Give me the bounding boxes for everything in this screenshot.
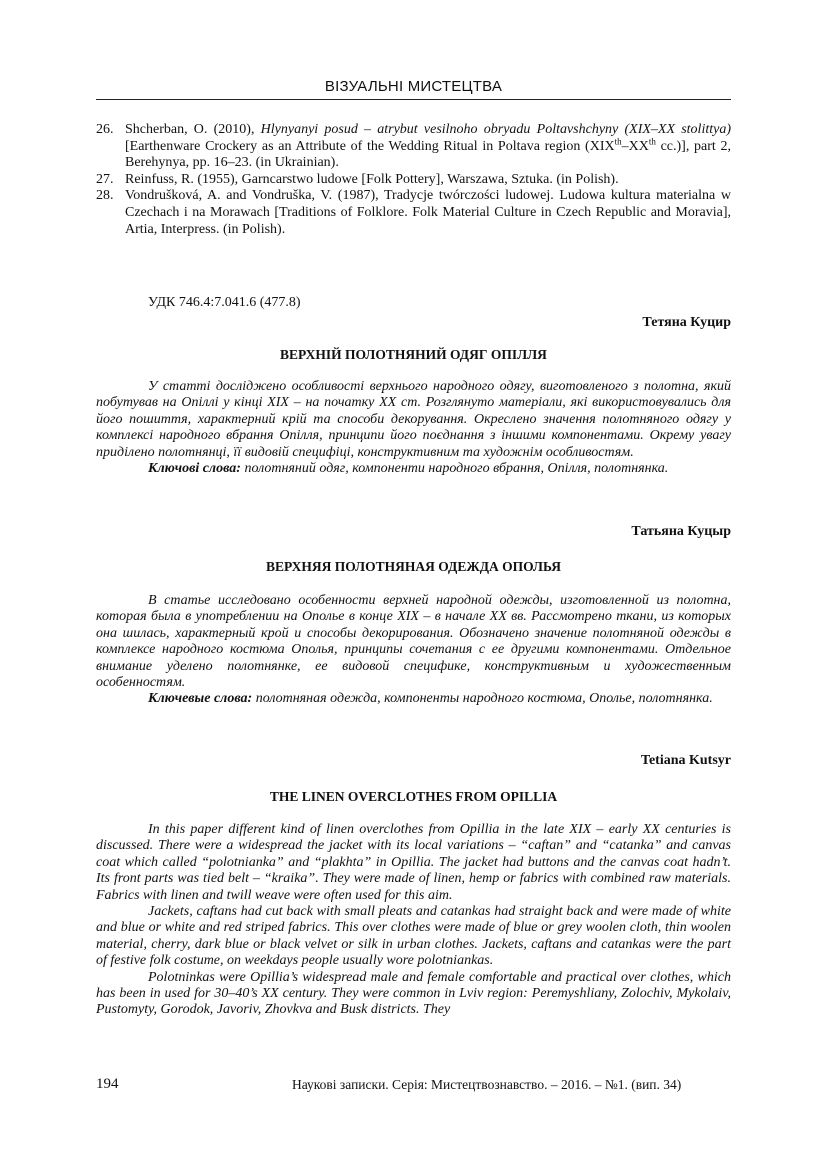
page-number: 194 xyxy=(96,1076,119,1092)
article-title-ru: ВЕРХНЯЯ ПОЛОТНЯНАЯ ОДЕЖДА ОПОЛЬЯ xyxy=(266,559,561,574)
header-rule xyxy=(96,99,731,100)
reference-number: 28. xyxy=(96,188,114,204)
running-head: ВІЗУАЛЬНІ МИСТЕЦТВА xyxy=(324,78,503,95)
reference-text-part: cc.)], part 2, Berehynya, pp. 16–23. (in Ukrainian). xyxy=(125,138,731,171)
author-name-en: Tetiana Kutsyr xyxy=(640,753,731,768)
superscript: th xyxy=(648,135,656,146)
keywords-paragraph xyxy=(96,691,731,707)
abstract-ua xyxy=(96,379,731,477)
keywords-label: Ключевые слова: xyxy=(148,691,253,707)
abstract-paragraph: В статье исследовано особенности верхней народной одежды, изготовленной из полотна, которая была в употреблении на Ополье в конце ХІХ – в начале ХХ вв. Рассмотрено ткани, из которых она шилась, характерный крой и способы декорирования. Обозначено значение полотняной одежды в комплексе народного костюма Ополья, принципы сочетания с ее другими компонентами. Отдельное внимание уделено полотнянке, ее видовой специфике, конструктивным и художественным особенностям. xyxy=(96,593,731,691)
body-paragraph: In this paper different kind of linen overclothes from Opillia in the late XIX – early XX centuries is discussed. There were a widespread the jacket with its local variations – “caftan” and “catanka” and canvas coat which called “polotnianka” and “plakhta” in Opillia. The jacket had buttons and the canvas coat hadn’t. Its front parts was tied belt – “kraika”. They were made of linen, hemp or fabrics with combined raw materials. Fabrics with linen and twill weave were often used for this aim. xyxy=(96,822,731,903)
journal-citation: Наукові записки. Серія: Мистецтвознавство. – 2016. – №1. (вип. 34) xyxy=(292,1077,682,1092)
keywords-paragraph xyxy=(96,461,731,477)
author-name-ru: Татьяна Куцыр xyxy=(631,524,731,539)
article-title-en: THE LINEN OVERCLOTHES FROM OPILLIA xyxy=(269,789,558,804)
reference-text: Reinfuss, R. (1955), Garncarstwo ludowe [Folk Pottery], Warszawa, Sztuka. (in Polish). xyxy=(125,171,619,187)
reference-item xyxy=(96,172,731,189)
abstract-en xyxy=(96,822,731,1019)
reference-text-part: [Earthenware Crockery as an Attribute of the Wedding Ritual in Poltava region (XIX xyxy=(125,138,615,154)
reference-title-italic: Hlynyanyi posud – atrybut vesilnoho obryadu Poltavshchyny (XIX–XX stolittya) xyxy=(260,122,731,137)
udk-code: УДК 746.4:7.041.6 (477.8) xyxy=(148,295,301,310)
reference-text xyxy=(125,122,731,172)
reference-list xyxy=(96,122,731,238)
reference-item xyxy=(96,188,731,238)
reference-number: 27. xyxy=(96,171,114,187)
keywords-label: Ключові слова: xyxy=(148,461,241,477)
reference-item xyxy=(96,122,731,172)
reference-text-part: –XX xyxy=(621,138,649,154)
article-title-ua: ВЕРХНІЙ ПОЛОТНЯНИЙ ОДЯГ ОПІЛЛЯ xyxy=(280,347,547,362)
author-name-ua: Тетяна Куцир xyxy=(642,315,731,330)
reference-text: Vondrušková, A. and Vondruška, V. (1987), Tradycje twórczości ludowej. Ludowa kultura materialna w Czechach i na Morawach [Traditions of Folklore. Folk Material Culture in Czech Republic and Moravia], Artia, Interpress. (in Polish). xyxy=(125,188,731,237)
reference-text-part: Shcherban, O. (2010), xyxy=(125,122,261,137)
abstract-ru xyxy=(96,593,731,708)
superscript: th xyxy=(614,135,622,146)
abstract-paragraph: У статті досліджено особливості верхнього народного одягу, виготовленого з полотна, який побутував на Опіллі у кінці ХІХ – на початку ХХ ст. Розглянуто матеріали, які використовувались для його пошиття, характерний крій та способи декорування. Окреслено значення полотняного одягу у комплексі народного вбрання Опілля, принципи його поєднання з іншими компонентами. Окрему увагу приділено полотнянці, її видовій специфіці, конструктивним та художнім особливостям. xyxy=(96,379,731,460)
body-paragraph: Polotninkas were Opillia’s widespread male and female comfortable and practical over clothes, which has been in used for 30–40’s XX century. They were common in Lviv region: Peremyshliany, Zolochiv, Mykolaiv, Pustomyty, Gorodok, Javoriv, Zhovkva and Busk districts. They xyxy=(96,969,731,1018)
keywords-text: полотняний одяг, компоненти народного вбрання, Опілля, полотнянка. xyxy=(240,461,669,477)
body-paragraph: Jackets, caftans had cut back with small pleats and catankas had straight back and were made of white and blue or white and red striped fabrics. This over clothes were made of blue or grey woolen cloth, thin woolen material, cherry, dark blue or black velvet or silk in urban clothes. Jackets, caftans and catankas were the part of festive folk costume, on weekdays people usually wore polotniankas. xyxy=(96,904,731,969)
keywords-text: полотняная одежда, компоненты народного костюма, Ополье, полотнянка. xyxy=(252,691,713,707)
reference-number: 26. xyxy=(96,122,114,137)
